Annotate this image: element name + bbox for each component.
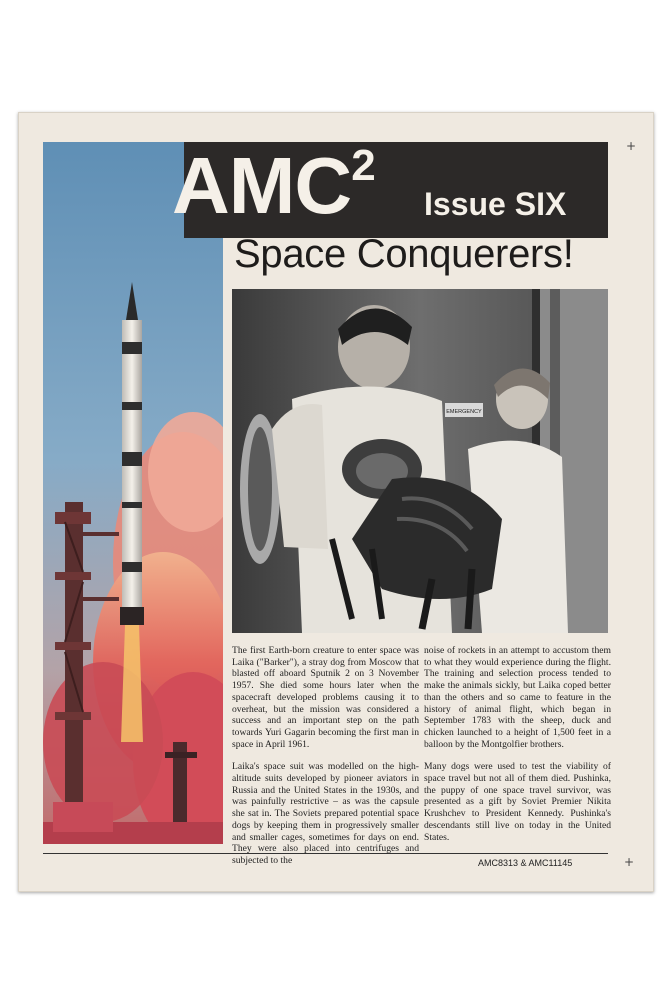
footer-rule xyxy=(43,853,608,854)
paragraph: Laika's space suit was modelled on the high-altitude suits developed by pioneer aviators in Russia and the United States in the 1930s, and was painfully restrictive – as was the capsule she sat in. The Soviets prepared potential space dogs by keeping them in progressively smaller and smaller cages, sometimes for days on end. They were also placed into centrifuges and subjected to the xyxy=(232,761,419,866)
issue-label: Issue SIX xyxy=(424,186,567,222)
registration-mark: + xyxy=(624,855,635,869)
laika-photo xyxy=(232,289,608,633)
masthead-superscript: 2 xyxy=(351,141,375,190)
photo-sign: EMERGENCY xyxy=(446,409,482,415)
footer-codes: AMC8313 & AMC11145 xyxy=(478,858,573,868)
paragraph: Many dogs were used to test the viability of space travel but not all of them died. Pushinka, the puppy of one space travel survivor, was presented as a gift by Soviet Premier Nikita Krushchev to President Kennedy. Pushinka's descendants still live on today in the United States. xyxy=(424,761,611,843)
registration-mark: + xyxy=(626,139,637,153)
paragraph: The first Earth-born creature to enter space was Laika ("Barker"), a stray dog from Moscow that blasted off aboard Sputnik 2 on 3 November 1957. She died some hours later when the spacecraft developed problems causing it to overheat, but the mission was considered a success and an important step on the path towards Yuri Gagarin becoming the first man in space in April 1961. xyxy=(232,645,419,750)
page-title: Space Conquerers! xyxy=(234,232,574,276)
article-column-2 xyxy=(424,645,611,854)
article-column-1 xyxy=(232,645,419,878)
rocket-launch-image xyxy=(43,142,223,844)
masthead-title: AMC$^2$ xyxy=(172,141,375,230)
paragraph: noise of rockets in an attempt to accustom them to what they would experience during the flight. The training and selection process tended to make the animals sickly, but Laika coped better than the others and so came to feature in the history of animal flight, which began in September 1783 with the sheep, duck and chicken launched to a height of 1,500 feet in a balloon by the Montgolfier brothers. xyxy=(424,645,611,750)
